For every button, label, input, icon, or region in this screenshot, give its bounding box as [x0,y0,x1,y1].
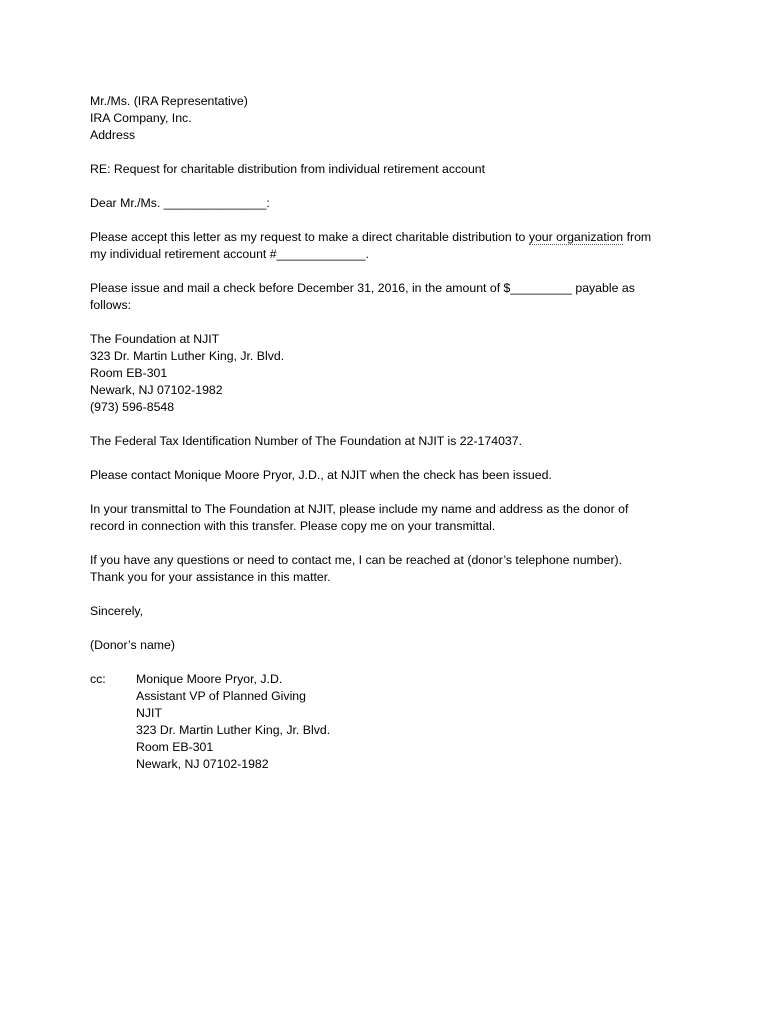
paragraph-line [90,229,690,246]
payee-street: 323 Dr. Martin Luther King, Jr. Blvd. [90,349,285,363]
closing-text: Sincerely, [90,604,144,618]
paragraph-request [90,229,690,263]
payee-name: The Foundation at NJIT [90,332,220,346]
cc-line: Monique Moore Pryor, J.D. [136,672,283,686]
cc-line: NJIT [136,706,162,720]
cc-block [90,671,690,773]
paragraph-contact [90,467,690,484]
paragraph-line: record in connection with this transfer. Please copy me on your transmittal. [90,519,496,533]
recipient-line: Mr./Ms. (IRA Representative) [90,94,248,108]
letter-body [90,93,690,773]
signature [90,637,690,654]
salutation-text: Dear Mr./Ms. _______________: [90,196,270,210]
paragraph-text: from [623,230,652,244]
recipient-address [90,93,690,144]
re-line [90,161,690,178]
paragraph-line: Thank you for your assistance in this matter. [90,570,331,584]
paragraph-line: Please contact Monique Moore Pryor, J.D., at NJIT when the check has been issued. [90,468,552,482]
cc-line: Assistant VP of Planned Giving [136,689,306,703]
paragraph-transmittal [90,501,690,535]
paragraph-questions [90,552,690,586]
signature-text: (Donor’s name) [90,638,175,652]
cc-address [136,671,690,773]
payee-address [90,331,690,416]
payee-city: Newark, NJ 07102-1982 [90,383,223,397]
paragraph-line: If you have any questions or need to contact me, I can be reached at (donor’s telephone number). [90,553,623,567]
re-line-text: RE: Request for charitable distribution from individual retirement account [90,162,486,176]
cc-line: Room EB-301 [136,740,214,754]
paragraph-text: Please accept this letter as my request to make a direct charitable distribution to [90,230,529,244]
cc-line: Newark, NJ 07102-1982 [136,757,269,771]
closing [90,603,690,620]
recipient-line: Address [90,128,136,142]
paragraph-check [90,280,690,314]
paragraph-tax-id [90,433,690,450]
salutation [90,195,690,212]
cc-label: cc: [90,672,106,686]
payee-phone: (973) 596-8548 [90,400,175,414]
paragraph-line: my individual retirement account #_____________. [90,247,369,261]
payee-room: Room EB-301 [90,366,168,380]
cc-line: 323 Dr. Martin Luther King, Jr. Blvd. [136,723,331,737]
paragraph-line: Please issue and mail a check before December 31, 2016, in the amount of $_________ payable as [90,281,635,295]
your-organization-link[interactable]: your organization [528,230,624,244]
paragraph-line: In your transmittal to The Foundation at NJIT, please include my name and address as the donor of [90,502,629,516]
paragraph-line: follows: [90,298,132,312]
recipient-line: IRA Company, Inc. [90,111,192,125]
paragraph-line: The Federal Tax Identification Number of The Foundation at NJIT is 22-174037. [90,434,523,448]
